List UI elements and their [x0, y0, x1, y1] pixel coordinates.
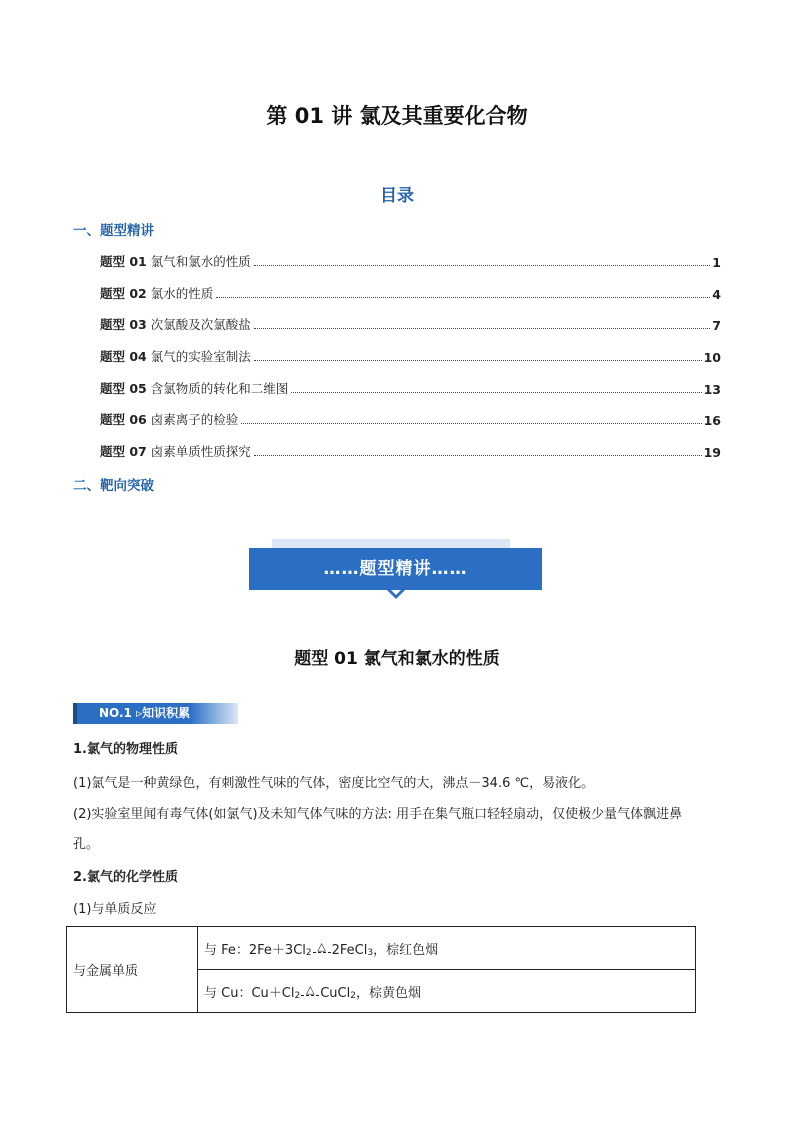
toc-leader-dots — [254, 454, 702, 456]
toc-leader-dots — [216, 296, 710, 298]
equation-reactants: 与 Fe：2Fe＋3Cl — [204, 942, 306, 958]
question-type-title: 题型 01 氯气和氯水的性质 — [294, 649, 500, 669]
subscript: 3 — [367, 947, 374, 958]
toc-leader-dots — [254, 359, 702, 361]
toc-item-label: 氯气和氯水的性质 — [150, 254, 251, 269]
toc-item-number: 题型 01 — [100, 254, 147, 269]
toc-item-3[interactable] — [100, 315, 721, 333]
toc-item-5[interactable] — [100, 379, 721, 397]
toc-item-label: 氯水的性质 — [150, 286, 214, 301]
toc-page-number: 16 — [703, 413, 721, 428]
toc-page-number: 7 — [712, 318, 721, 333]
toc-title: 目录 — [380, 186, 414, 206]
toc-item-label: 含氯物质的转化和二维图 — [150, 381, 289, 396]
toc-item-1[interactable] — [100, 252, 721, 270]
table-row-cu — [198, 970, 696, 1013]
heating-condition — [301, 984, 319, 1001]
knowledge-tag: NO.1 ▹知识积累 — [73, 703, 238, 724]
subheading-physical-properties: 1.氯气的物理性质 — [73, 742, 178, 757]
table-row-fe — [198, 927, 696, 970]
reaction-note: ，棕红色烟 — [373, 942, 439, 958]
toc-item-2[interactable] — [100, 284, 721, 302]
toc-item-4[interactable] — [100, 347, 721, 365]
toc-page-number: 1 — [712, 255, 721, 270]
toc-item-number: 题型 06 — [100, 412, 147, 427]
table-category-cell: 与金属单质 — [67, 927, 198, 1013]
equation-product: 2FeCl — [331, 942, 368, 958]
toc-item-6[interactable] — [100, 410, 721, 428]
paragraph-physical-2b: 孔。 — [73, 837, 100, 852]
subheading-chemical-properties: 2.氯气的化学性质 — [73, 870, 178, 885]
reaction-note: ，棕黄色烟 — [355, 985, 421, 1001]
toc-item-7[interactable] — [100, 442, 721, 460]
toc-section-heading-2[interactable]: 二、靶向突破 — [73, 478, 154, 494]
section-banner: ……题型精讲…… — [249, 548, 542, 590]
toc-item-label: 卤素单质性质探究 — [150, 444, 251, 459]
document-title: 第 01 讲 氯及其重要化合物 — [266, 104, 528, 128]
toc-item-label: 氯气的实验室制法 — [150, 349, 251, 364]
toc-page-number: 10 — [703, 350, 721, 365]
toc-leader-dots — [291, 391, 701, 393]
equation-reactants: 与 Cu：Cu＋Cl — [204, 985, 295, 1001]
reaction-arrow — [301, 995, 319, 996]
toc-item-number: 题型 07 — [100, 444, 147, 459]
delta-icon: △ — [305, 982, 315, 996]
subscript: 2 — [294, 990, 301, 1001]
toc-leader-dots — [254, 264, 711, 266]
toc-item-label: 次氯酸及次氯酸盐 — [150, 317, 251, 332]
delta-icon: △ — [317, 939, 326, 953]
toc-item-label: 卤素离子的检验 — [150, 412, 239, 427]
heating-condition — [313, 941, 331, 958]
reaction-arrow — [313, 952, 331, 953]
toc-leader-dots — [254, 327, 711, 329]
reaction-table — [66, 926, 696, 1013]
toc-item-number: 题型 02 — [100, 286, 147, 301]
toc-page-number: 19 — [703, 445, 721, 460]
toc-section-heading-1[interactable]: 一、题型精讲 — [73, 223, 154, 239]
toc-item-number: 题型 05 — [100, 381, 147, 396]
subscript: 2 — [350, 990, 356, 1001]
paragraph-reaction-with-elements: (1)与单质反应 — [73, 902, 157, 917]
toc-leader-dots — [241, 422, 701, 424]
subscript: 2 — [305, 947, 312, 958]
paragraph-physical-2a: (2)实验室里闻有毒气体(如氯气)及未知气体气味的方法: 用手在集气瓶口轻轻扇动，仅使极少量气体飘进鼻 — [73, 807, 683, 822]
toc-item-number: 题型 03 — [100, 317, 147, 332]
banner-pointer-inner — [391, 590, 401, 595]
paragraph-physical-1: (1)氯气是一种黄绿色，有刺激性气味的气体，密度比空气的大，沸点－34.6 ℃，易液化。 — [73, 776, 595, 791]
equation-product: CuCl — [320, 985, 351, 1001]
toc-page-number: 4 — [712, 287, 721, 302]
toc-page-number: 13 — [703, 382, 721, 397]
toc-item-number: 题型 04 — [100, 349, 147, 364]
